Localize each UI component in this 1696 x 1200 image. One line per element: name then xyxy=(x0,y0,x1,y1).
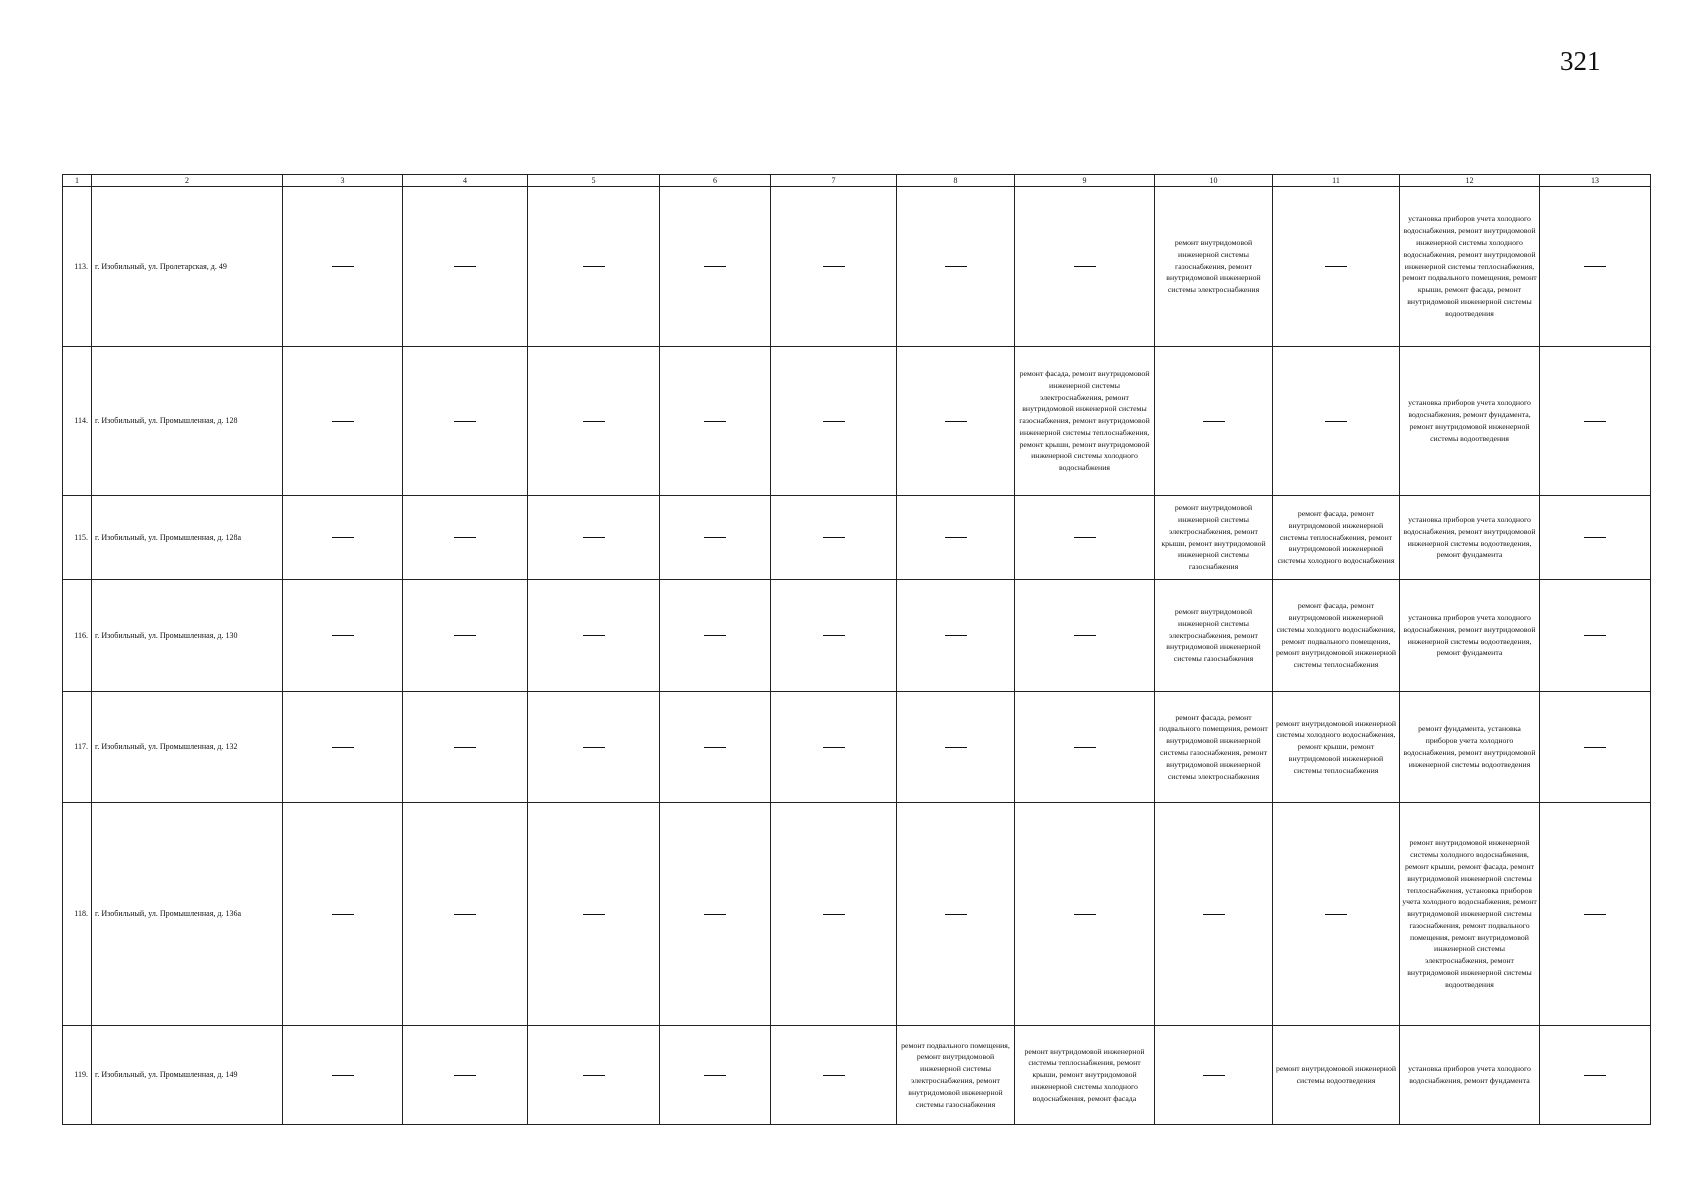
dash-mark xyxy=(945,635,967,636)
dash-mark xyxy=(704,1075,726,1076)
empty-cell xyxy=(660,347,771,496)
dash-mark xyxy=(1074,537,1096,538)
table-row xyxy=(63,692,1651,803)
empty-cell xyxy=(1015,580,1155,692)
empty-cell xyxy=(528,187,660,347)
address-cell: г. Изобильный, ул. Промышленная, д. 128 xyxy=(92,347,283,496)
empty-cell xyxy=(283,347,403,496)
dash-mark xyxy=(945,747,967,748)
empty-cell xyxy=(1273,803,1400,1026)
dash-mark xyxy=(1203,914,1225,915)
dash-mark xyxy=(454,537,476,538)
dash-mark xyxy=(1584,914,1606,915)
dash-mark xyxy=(332,537,354,538)
dash-mark xyxy=(704,537,726,538)
dash-mark xyxy=(823,635,845,636)
dash-mark xyxy=(454,266,476,267)
works-cell: установка приборов учета холодного водоснабжения, ремонт внутридомовой инженерной системы водоотведения, ремонт фундамента xyxy=(1400,496,1540,580)
empty-cell xyxy=(403,347,528,496)
column-number: 4 xyxy=(403,175,528,187)
dash-mark xyxy=(823,266,845,267)
empty-cell xyxy=(528,347,660,496)
empty-cell xyxy=(897,803,1015,1026)
empty-cell xyxy=(771,347,897,496)
row-number: 115. xyxy=(63,496,92,580)
empty-cell xyxy=(528,692,660,803)
works-cell: установка приборов учета холодного водоснабжения, ремонт фундамента xyxy=(1400,1026,1540,1125)
empty-cell xyxy=(1540,803,1651,1026)
works-cell: ремонт внутридомовой инженерной системы холодного водоснабжения, ремонт крыши, ремонт фасада, ремонт внутридомовой инженерной системы теплоснабжения, установка приборов учета холодного водоснабжения, ремонт внутридомовой инженерной системы газоснабжения, ремонт подвального помещения, ремонт внутридомовой инженерной системы электроснабжения, ремонт внутридомовой инженерной системы водоотведения xyxy=(1400,803,1540,1026)
empty-cell xyxy=(897,496,1015,580)
table-row xyxy=(63,187,1651,347)
page-number: 321 xyxy=(1560,46,1601,76)
works-cell: установка приборов учета холодного водоснабжения, ремонт внутридомовой инженерной системы водоотведения, ремонт фундамента xyxy=(1400,580,1540,692)
table-row xyxy=(63,347,1651,496)
dash-mark xyxy=(945,537,967,538)
empty-cell xyxy=(771,692,897,803)
table-row xyxy=(63,1026,1651,1125)
empty-cell xyxy=(1540,496,1651,580)
empty-cell xyxy=(403,496,528,580)
dash-mark xyxy=(704,747,726,748)
dash-mark xyxy=(332,421,354,422)
empty-cell xyxy=(1540,580,1651,692)
dash-mark xyxy=(1325,914,1347,915)
works-cell: ремонт внутридомовой инженерной системы теплоснабжения, ремонт крыши, ремонт внутридомовой инженерной системы холодного водоснабжения, ремонт фасада xyxy=(1015,1026,1155,1125)
column-number: 1 xyxy=(63,175,92,187)
works-cell: установка приборов учета холодного водоснабжения, ремонт фундамента, ремонт внутридомовой инженерной системы водоотведения xyxy=(1400,347,1540,496)
dash-mark xyxy=(583,635,605,636)
empty-cell xyxy=(1155,1026,1273,1125)
dash-mark xyxy=(1203,421,1225,422)
empty-cell xyxy=(528,803,660,1026)
works-cell: ремонт подвального помещения, ремонт внутридомовой инженерной системы электроснабжения, ремонт внутридомовой инженерной системы газоснабжения xyxy=(897,1026,1015,1125)
empty-cell xyxy=(528,1026,660,1125)
dash-mark xyxy=(1074,266,1096,267)
empty-cell xyxy=(771,187,897,347)
empty-cell xyxy=(771,496,897,580)
column-number: 12 xyxy=(1400,175,1540,187)
dash-mark xyxy=(332,635,354,636)
address-cell: г. Изобильный, ул. Промышленная, д. 149 xyxy=(92,1026,283,1125)
dash-mark xyxy=(823,914,845,915)
table-body xyxy=(63,187,1651,1125)
empty-cell xyxy=(897,187,1015,347)
table-row xyxy=(63,580,1651,692)
works-cell: ремонт фасада, ремонт внутридомовой инженерной системы теплоснабжения, ремонт внутридомовой инженерной системы холодного водоснабжения xyxy=(1273,496,1400,580)
empty-cell xyxy=(1155,803,1273,1026)
dash-mark xyxy=(1203,1075,1225,1076)
empty-cell xyxy=(1015,803,1155,1026)
dash-mark xyxy=(1584,1075,1606,1076)
dash-mark xyxy=(1584,747,1606,748)
empty-cell xyxy=(1540,347,1651,496)
empty-cell xyxy=(403,803,528,1026)
empty-cell xyxy=(1015,496,1155,580)
works-cell: ремонт фундамента, установка приборов учета холодного водоснабжения, ремонт внутридомовой инженерной системы водоотведения xyxy=(1400,692,1540,803)
empty-cell xyxy=(283,803,403,1026)
dash-mark xyxy=(1584,421,1606,422)
empty-cell xyxy=(283,692,403,803)
row-number: 117. xyxy=(63,692,92,803)
dash-mark xyxy=(583,914,605,915)
works-cell: ремонт внутридомовой инженерной системы газоснабжения, ремонт внутридомовой инженерной системы электроснабжения xyxy=(1155,187,1273,347)
empty-cell xyxy=(1015,187,1155,347)
empty-cell xyxy=(528,580,660,692)
dash-mark xyxy=(823,537,845,538)
dash-mark xyxy=(332,914,354,915)
empty-cell xyxy=(283,496,403,580)
empty-cell xyxy=(897,580,1015,692)
works-cell: ремонт фасада, ремонт внутридомовой инженерной системы холодного водоснабжения, ремонт подвального помещения, ремонт внутридомовой инженерной системы теплоснабжения xyxy=(1273,580,1400,692)
dash-mark xyxy=(454,1075,476,1076)
dash-mark xyxy=(1325,421,1347,422)
empty-cell xyxy=(897,347,1015,496)
dash-mark xyxy=(1584,266,1606,267)
dash-mark xyxy=(823,421,845,422)
dash-mark xyxy=(454,421,476,422)
dash-mark xyxy=(454,747,476,748)
address-cell: г. Изобильный, ул. Промышленная, д. 132 xyxy=(92,692,283,803)
dash-mark xyxy=(945,421,967,422)
dash-mark xyxy=(1074,635,1096,636)
works-cell: установка приборов учета холодного водоснабжения, ремонт внутридомовой инженерной системы холодного водоснабжения, ремонт внутридомовой инженерной системы теплоснабжения, ремонт подвального помещения, ремонт крыши, ремонт фасада, ремонт внутридомовой инженерной системы водоотведения xyxy=(1400,187,1540,347)
works-cell: ремонт внутридомовой инженерной системы электроснабжения, ремонт крыши, ремонт внутридомовой инженерной системы газоснабжения xyxy=(1155,496,1273,580)
empty-cell xyxy=(1273,187,1400,347)
empty-cell xyxy=(283,187,403,347)
empty-cell xyxy=(1540,1026,1651,1125)
dash-mark xyxy=(583,1075,605,1076)
dash-mark xyxy=(704,635,726,636)
address-cell: г. Изобильный, ул. Промышленная, д. 136а xyxy=(92,803,283,1026)
column-number: 9 xyxy=(1015,175,1155,187)
row-number: 119. xyxy=(63,1026,92,1125)
table-row xyxy=(63,496,1651,580)
empty-cell xyxy=(771,580,897,692)
address-cell: г. Изобильный, ул. Промышленная, д. 130 xyxy=(92,580,283,692)
empty-cell xyxy=(283,580,403,692)
works-cell: ремонт фасада, ремонт внутридомовой инженерной системы электроснабжения, ремонт внутридомовой инженерной системы газоснабжения, ремонт внутридомовой инженерной системы теплоснабжения, ремонт крыши, ремонт внутридомовой инженерной системы холодного водоснабжения xyxy=(1015,347,1155,496)
empty-cell xyxy=(660,1026,771,1125)
works-cell: ремонт внутридомовой инженерной системы водоотведения xyxy=(1273,1026,1400,1125)
dash-mark xyxy=(454,914,476,915)
dash-mark xyxy=(583,747,605,748)
empty-cell xyxy=(403,187,528,347)
empty-cell xyxy=(771,1026,897,1125)
dash-mark xyxy=(583,266,605,267)
empty-cell xyxy=(283,1026,403,1125)
dash-mark xyxy=(1584,635,1606,636)
column-number: 3 xyxy=(283,175,403,187)
works-cell: ремонт фасада, ремонт подвального помещения, ремонт внутридомовой инженерной системы газоснабжения, ремонт внутридомовой инженерной системы электроснабжения xyxy=(1155,692,1273,803)
dash-mark xyxy=(332,1075,354,1076)
column-number: 11 xyxy=(1273,175,1400,187)
empty-cell xyxy=(1540,692,1651,803)
column-number: 6 xyxy=(660,175,771,187)
empty-cell xyxy=(660,692,771,803)
empty-cell xyxy=(1273,347,1400,496)
column-number: 5 xyxy=(528,175,660,187)
dash-mark xyxy=(1325,266,1347,267)
dash-mark xyxy=(704,421,726,422)
empty-cell xyxy=(403,1026,528,1125)
repair-program-table xyxy=(62,174,1651,1125)
dash-mark xyxy=(945,914,967,915)
dash-mark xyxy=(823,1075,845,1076)
empty-cell xyxy=(660,803,771,1026)
dash-mark xyxy=(332,266,354,267)
dash-mark xyxy=(823,747,845,748)
column-number: 13 xyxy=(1540,175,1651,187)
dash-mark xyxy=(1584,537,1606,538)
row-number: 113. xyxy=(63,187,92,347)
table-row xyxy=(63,803,1651,1026)
column-number: 10 xyxy=(1155,175,1273,187)
empty-cell xyxy=(528,496,660,580)
dash-mark xyxy=(704,914,726,915)
empty-cell xyxy=(1540,187,1651,347)
dash-mark xyxy=(1074,914,1096,915)
dash-mark xyxy=(583,421,605,422)
row-number: 116. xyxy=(63,580,92,692)
dash-mark xyxy=(583,537,605,538)
row-number: 118. xyxy=(63,803,92,1026)
works-cell: ремонт внутридомовой инженерной системы холодного водоснабжения, ремонт крыши, ремонт внутридомовой инженерной системы теплоснабжения xyxy=(1273,692,1400,803)
empty-cell xyxy=(1015,692,1155,803)
dash-mark xyxy=(454,635,476,636)
header-row xyxy=(63,175,1651,187)
empty-cell xyxy=(897,692,1015,803)
empty-cell xyxy=(660,580,771,692)
address-cell: г. Изобильный, ул. Пролетарская, д. 49 xyxy=(92,187,283,347)
dash-mark xyxy=(1074,747,1096,748)
empty-cell xyxy=(403,580,528,692)
column-number: 7 xyxy=(771,175,897,187)
empty-cell xyxy=(660,496,771,580)
row-number: 114. xyxy=(63,347,92,496)
empty-cell xyxy=(660,187,771,347)
dash-mark xyxy=(945,266,967,267)
dash-mark xyxy=(704,266,726,267)
works-cell: ремонт внутридомовой инженерной системы электроснабжения, ремонт внутридомовой инженерной системы газоснабжения xyxy=(1155,580,1273,692)
address-cell: г. Изобильный, ул. Промышленная, д. 128а xyxy=(92,496,283,580)
empty-cell xyxy=(1155,347,1273,496)
column-number: 8 xyxy=(897,175,1015,187)
empty-cell xyxy=(771,803,897,1026)
dash-mark xyxy=(332,747,354,748)
column-number: 2 xyxy=(92,175,283,187)
empty-cell xyxy=(403,692,528,803)
